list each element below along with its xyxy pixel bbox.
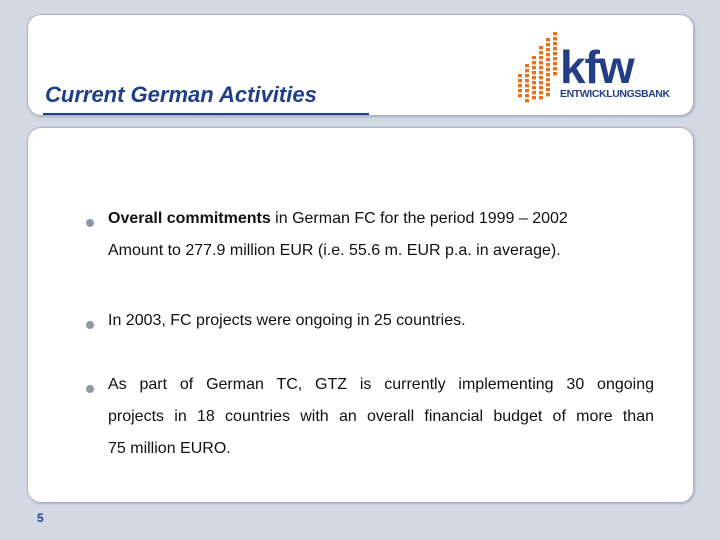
logo-dot	[553, 57, 557, 60]
bullet-dot	[86, 321, 94, 329]
bullet-line: In 2003, FC projects were ongoing in 25 countries.	[108, 312, 466, 329]
logo-dot	[525, 64, 529, 67]
logo-dot	[553, 32, 557, 35]
logo-dot	[532, 81, 536, 84]
logo-dot	[539, 51, 543, 54]
bullet-line: projects in 18 countries with an overall financial budget of more than	[108, 408, 654, 425]
logo-dot	[518, 94, 522, 97]
logo-dot	[532, 91, 536, 94]
bullet-line: As part of German TC, GTZ is currently implementing 30 ongoing	[108, 376, 654, 393]
bullet-line: 75 million EURO.	[108, 440, 231, 457]
bullet-text	[108, 203, 654, 267]
logo-dot	[546, 88, 550, 91]
logo-dot	[546, 53, 550, 56]
logo-dot	[546, 38, 550, 41]
logo-dot	[532, 61, 536, 64]
bullet-text	[108, 305, 654, 337]
logo-dot	[553, 72, 557, 75]
logo-dot	[532, 86, 536, 89]
bullet-dot	[86, 219, 94, 227]
logo-dot	[546, 63, 550, 66]
logo-dot	[539, 76, 543, 79]
logo-dot	[525, 74, 529, 77]
logo-dot	[546, 93, 550, 96]
bullet-text	[108, 369, 654, 465]
logo-dot	[553, 67, 557, 70]
logo-dot	[525, 84, 529, 87]
bullet-line: Amount to 277.9 million EUR (i.e. 55.6 m. EUR p.a. in average).	[108, 242, 561, 259]
kfw-logo	[512, 28, 682, 106]
bullet-line	[108, 203, 654, 235]
logo-dot	[518, 79, 522, 82]
logo-wordmark: kfw	[560, 41, 634, 93]
logo-dot	[525, 69, 529, 72]
logo-dot	[539, 96, 543, 99]
logo-dot	[539, 66, 543, 69]
page-number: 5	[37, 511, 44, 525]
logo-dot	[546, 73, 550, 76]
logo-dot	[518, 74, 522, 77]
logo-dot	[546, 48, 550, 51]
logo-dot	[539, 56, 543, 59]
logo-dot	[553, 42, 557, 45]
logo-dot	[539, 91, 543, 94]
logo-dot	[546, 43, 550, 46]
logo-dot	[539, 81, 543, 84]
logo-dot	[553, 62, 557, 65]
logo-dot	[532, 56, 536, 59]
logo-dot	[539, 61, 543, 64]
orange-dot-bars-icon	[512, 28, 560, 106]
logo-dot	[553, 52, 557, 55]
logo-dot	[546, 68, 550, 71]
logo-dot	[546, 78, 550, 81]
logo-dot	[525, 99, 529, 102]
logo-dot	[546, 83, 550, 86]
bullet-dot	[86, 385, 94, 393]
bullet-bold-text: Overall commitments	[108, 210, 271, 227]
slide-title: Current German Activities	[45, 82, 317, 107]
logo-dot	[518, 89, 522, 92]
logo-dot	[539, 86, 543, 89]
title-underline	[43, 113, 369, 115]
logo-dot	[525, 94, 529, 97]
bullet-line-rest: in German FC for the period 1999 – 2002	[270, 210, 568, 227]
logo-dot	[539, 71, 543, 74]
logo-subtitle: ENTWICKLUNGSBANK	[560, 88, 670, 100]
logo-dot	[532, 71, 536, 74]
logo-dot	[539, 46, 543, 49]
logo-dot	[532, 66, 536, 69]
logo-dot	[518, 84, 522, 87]
logo-dot	[525, 79, 529, 82]
logo-dot	[532, 76, 536, 79]
logo-dot	[532, 96, 536, 99]
logo-dot	[553, 47, 557, 50]
logo-dot	[546, 58, 550, 61]
logo-dot	[525, 89, 529, 92]
logo-dot	[553, 37, 557, 40]
